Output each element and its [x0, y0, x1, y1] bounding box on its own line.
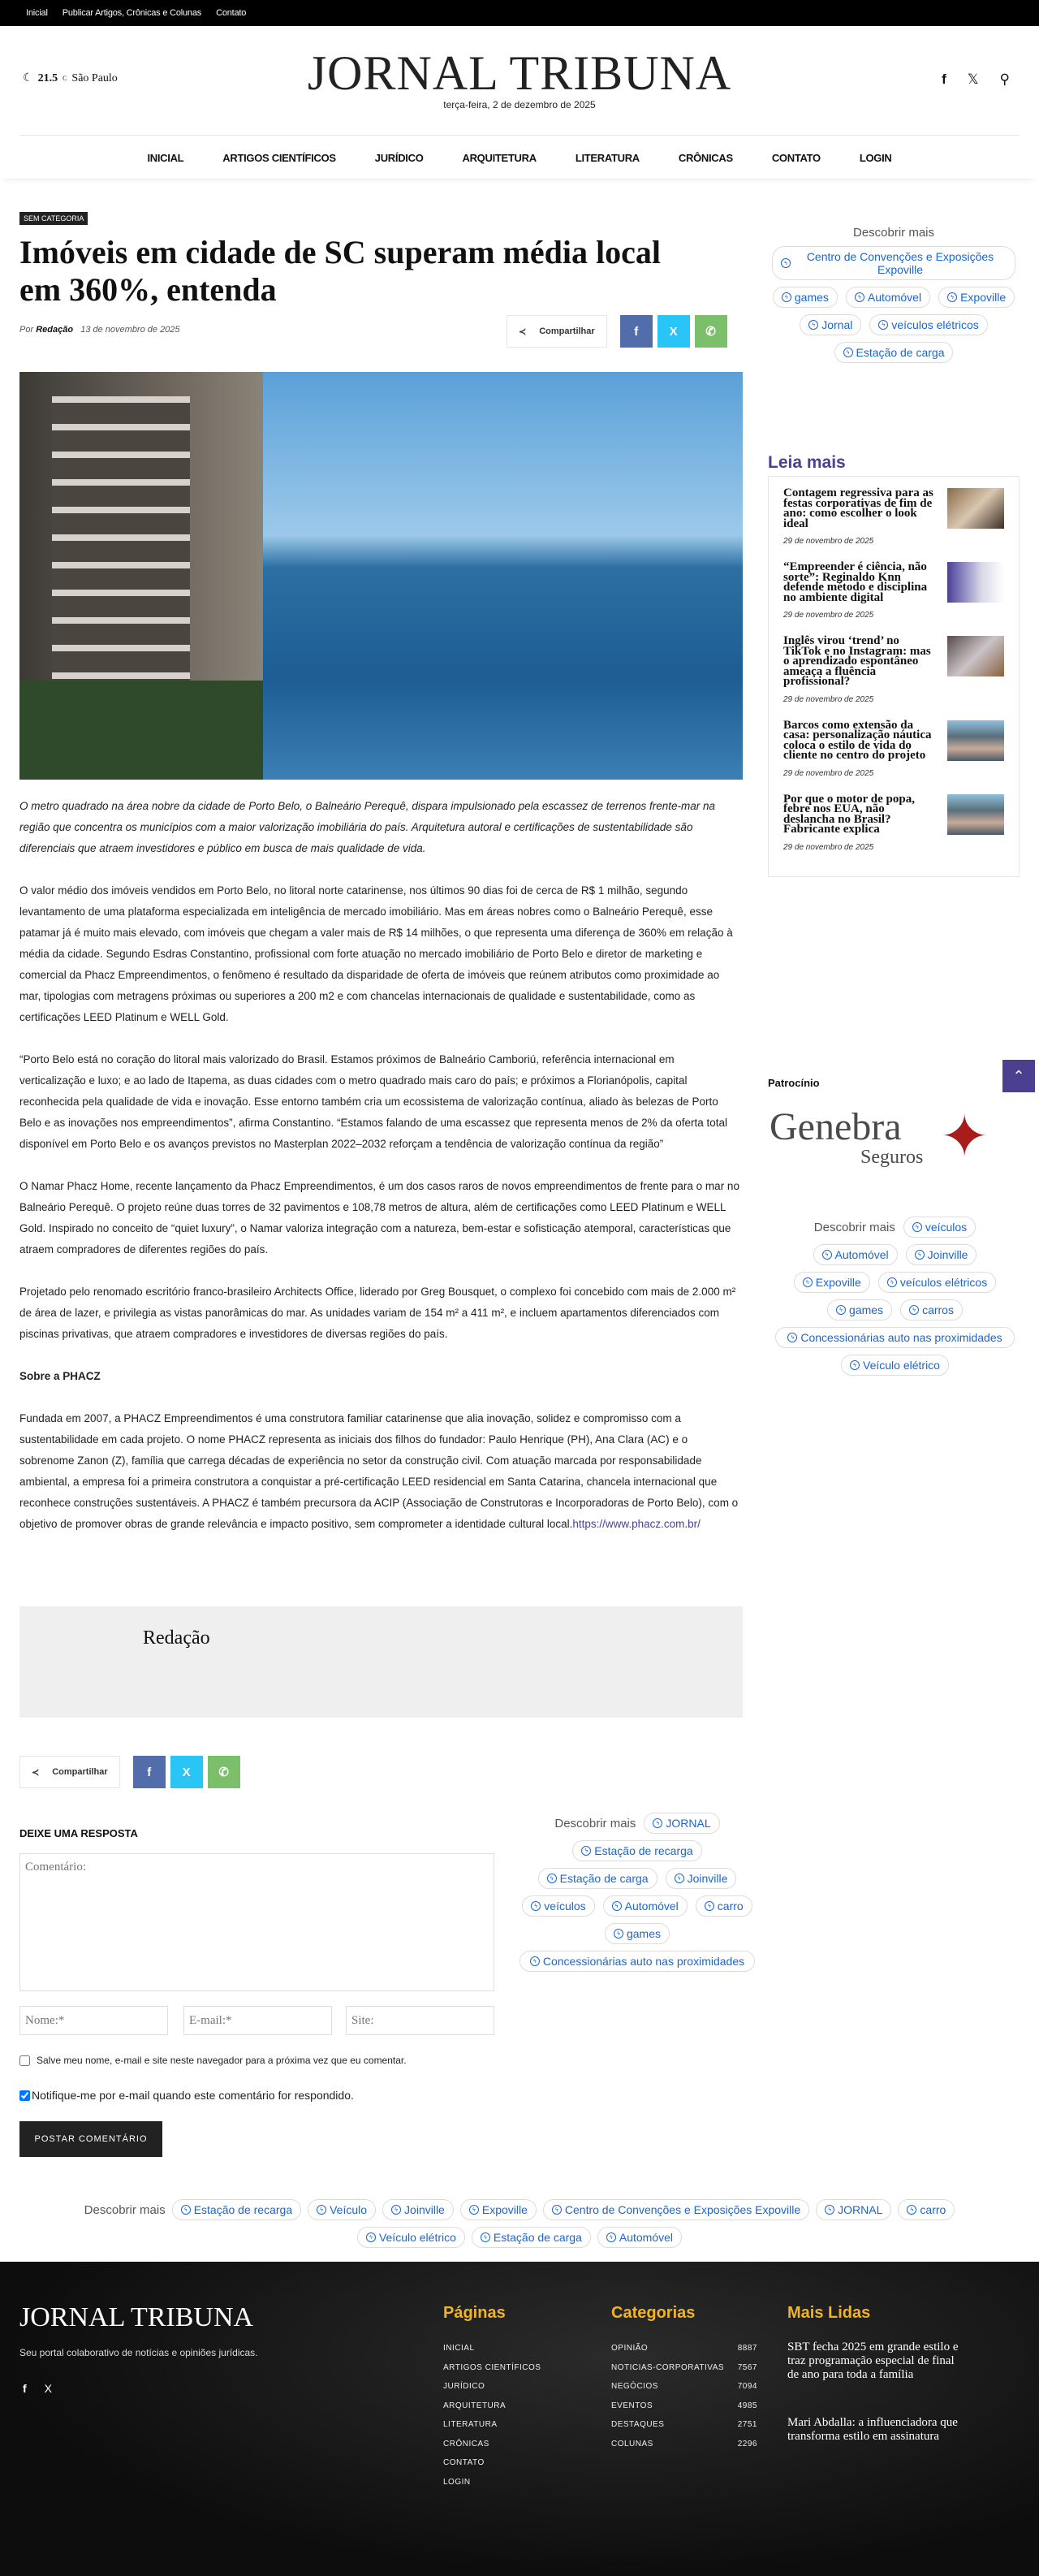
discover-chip[interactable]: [543, 2199, 809, 2220]
footer-page-link[interactable]: INICIAL: [443, 2344, 475, 2353]
item-thumbnail[interactable]: [947, 720, 1004, 761]
nav-literatura[interactable]: LITERATURA: [575, 151, 640, 164]
discover-chip[interactable]: [696, 1895, 752, 1917]
discover-chip[interactable]: [538, 1868, 657, 1889]
list-item[interactable]: [783, 794, 1004, 852]
discover-chip[interactable]: [900, 1299, 963, 1320]
share-icon: ≺: [32, 1767, 40, 1778]
name-input[interactable]: [19, 2006, 168, 2035]
x-icon[interactable]: 𝕏: [967, 71, 979, 87]
chip-label: Joinville: [927, 1248, 968, 1261]
x-icon: X: [669, 324, 678, 339]
most-read-heading: Mais Lidas: [787, 2304, 871, 2322]
item-title[interactable]: “Empreender é ciência, não sorte”: Reginaldo Knn defende método e disciplina no ambiente digital: [783, 560, 928, 604]
footer-page-link[interactable]: ARTIGOS CIENTÍFICOS: [443, 2362, 541, 2372]
footer-page-link[interactable]: CRÔNICAS: [443, 2439, 489, 2448]
category-text: COLUNAS: [611, 2439, 653, 2448]
article-paragraph: Fundada em 2007, a PHACZ Empreendimentos é uma construtora familiar catarinense que alia inovação, solidez e compromisso com a sustentabilidade em cada projeto. O nome PHACZ representa as iniciais dos filhos do fundador: Paulo Henrique (PH), Ana Clara (AC) e o sobrenome Zanon (Z), família que carrega décadas de experiência no setor da construção civil. Com atuação marcada por responsabilidade ambiental, a empresa foi a primeira construtora a conquistar a pré-certificação LEED residencial em Santa Catarina, chancela internacional que reconhece construções sustentáveis. A PHACZ é também precursora da ACIP (Associação de Construtoras e Incorporadoras de Porto Belo), com o objetivo de promover obras de grande relevância e impacto positivo, sem comprometer a identidade cultural local.: [19, 1412, 739, 1530]
bolt-icon: ϟ: [878, 320, 888, 330]
nav-login[interactable]: LOGIN: [859, 151, 892, 164]
bolt-icon: ϟ: [808, 320, 818, 330]
bolt-icon: ϟ: [469, 2205, 479, 2215]
share-icon: ≺: [519, 326, 527, 337]
by-label: Por: [19, 325, 34, 335]
chip-label: Estação de recarga: [594, 1844, 693, 1857]
chip-label: veículos: [544, 1900, 586, 1913]
chip-label: Estação de carga: [856, 346, 945, 359]
article-lead: O metro quadrado na área nobre da cidade de Porto Belo, o Balneário Perequê, dispara impulsionado pela escassez de terrenos frente-mar na região que concentra os municípios com a maior valorização imobiliária do país. Arquitetura autoral e certificações de sustentabilidade são diferenciais que atraem investidores e público em busca de mais qualidade de vida.: [19, 800, 716, 854]
discover-chip[interactable]: [172, 2199, 301, 2220]
article-paragraph: “Porto Belo está no coração do litoral mais valorizado do Brasil. Estamos próximos de Balneário Camboriú, referência internacional em verticalização e luxo; e ao lado de Itapema, as duas cidades com o metro quadrado mais caro do país; e próximos a Florianópolis, capital reconhecida pela qualidade de vida e inovação. Esse entorno também cria um ecossistema de valorização contínua, aliado às belezas de Porto Belo e as inovações nos empreendimentos”, afirma Constantino. “Estamos falando de uma escassez que representa menos de 2% da oferta total disponível em Porto Belo e os avanços previstos no Masterplan 2022–2032 reforçam a tendência de valorização contínua da região”: [19, 1053, 727, 1150]
save-info-option[interactable]: [19, 2055, 407, 2066]
item-thumbnail[interactable]: [947, 488, 1004, 529]
category-text: DESTAQUES: [611, 2420, 665, 2429]
nav-artigos[interactable]: ARTIGOS CIENTÍFICOS: [222, 151, 336, 164]
bolt-icon: ϟ: [531, 1901, 541, 1911]
facebook-icon[interactable]: f: [23, 2382, 27, 2395]
discover-chip[interactable]: [938, 287, 1015, 308]
bolt-icon: ϟ: [391, 2205, 401, 2215]
discover-chips-bottom: [49, 2199, 990, 2248]
bolt-icon: ϟ: [782, 292, 791, 302]
whatsapp-share-button[interactable]: [208, 1756, 240, 1788]
pages-heading: Páginas: [443, 2304, 506, 2322]
footer-page-link[interactable]: JURÍDICO: [443, 2382, 485, 2391]
discover-chip[interactable]: [522, 1895, 594, 1917]
bolt-icon: ϟ: [705, 1901, 714, 1911]
discover-label: Descobrir mais: [84, 2202, 166, 2217]
chip-label: veículos: [925, 1221, 968, 1234]
site-logo[interactable]: JORNAL TRIBUNA: [307, 46, 732, 100]
chip-label: Concessionárias auto nas proximidades: [542, 1955, 745, 1968]
phacz-link[interactable]: https://www.phacz.com.br/: [572, 1518, 701, 1530]
nav-inicial[interactable]: INICIAL: [147, 151, 184, 164]
topbar-link-inicial[interactable]: Inicial: [26, 8, 48, 18]
share-label: Compartilhar: [539, 326, 595, 336]
comment-textarea[interactable]: [19, 1853, 494, 1991]
facebook-icon: f: [147, 1765, 152, 1779]
item-title[interactable]: Barcos como extensão da casa: personalização náutica coloca o estilo de vida do cliente no centro do projeto: [783, 718, 932, 762]
chip-label: Expoville: [815, 1276, 861, 1289]
item-title[interactable]: Por que o motor de popa, febre nos EUA, não deslancha no Brasil? Fabricante explica: [783, 792, 915, 836]
discover-chip[interactable]: [666, 1868, 737, 1889]
discover-chip[interactable]: [572, 1840, 701, 1861]
bolt-icon: ϟ: [481, 2232, 490, 2242]
footer-category[interactable]: [611, 2397, 757, 2416]
sponsor-name: Genebra: [770, 1105, 902, 1148]
discover-label: Descobrir mais: [554, 1816, 636, 1830]
category-text: 4985: [737, 2401, 757, 2410]
footer-logo[interactable]: JORNAL TRIBUNA: [19, 2302, 254, 2332]
article-title: Imóveis em cidade de SC superam média local em 360%, entenda: [19, 234, 661, 308]
bolt-icon: ϟ: [907, 2205, 916, 2215]
discover-chip[interactable]: [644, 1813, 719, 1834]
bolt-icon: ϟ: [366, 2232, 376, 2242]
hero-image: [19, 372, 743, 780]
article-body: [19, 796, 743, 1556]
item-thumbnail[interactable]: [947, 794, 1004, 835]
bolt-icon: ϟ: [612, 1901, 622, 1911]
chip-label: Joinville: [404, 2203, 445, 2216]
scroll-to-top-button[interactable]: [1002, 1060, 1035, 1092]
bolt-icon: ϟ: [317, 2205, 326, 2215]
chip-label: Joinville: [687, 1872, 728, 1885]
category-text: EVENTOS: [611, 2401, 653, 2410]
nav-juridico[interactable]: JURÍDICO: [374, 151, 424, 164]
footer-tagline: Seu portal colaborativo de notícias e opiniões jurídicas.: [19, 2347, 258, 2358]
list-item[interactable]: [783, 488, 1004, 546]
category-text: 7567: [737, 2362, 757, 2372]
bolt-icon: ϟ: [912, 1222, 922, 1232]
discover-chip[interactable]: [800, 314, 861, 335]
discover-chip[interactable]: [605, 1923, 670, 1944]
share-button[interactable]: [19, 1756, 120, 1788]
bolt-icon: ϟ: [843, 348, 853, 357]
chip-label: Automóvel: [619, 2231, 674, 2244]
category-text: OPINIÃO: [611, 2344, 649, 2353]
notify-checkbox[interactable]: [19, 2090, 30, 2101]
discover-chip[interactable]: [813, 1244, 898, 1265]
chip-label: Expoville: [960, 291, 1007, 304]
bolt-icon: ϟ: [787, 1333, 797, 1342]
share-button[interactable]: [507, 315, 607, 348]
site-input[interactable]: [346, 2006, 494, 2035]
comment-heading: DEIXE UMA RESPOSTA: [19, 1827, 138, 1839]
temperature: 21.5: [37, 71, 58, 84]
list-item[interactable]: [783, 562, 1004, 620]
bolt-icon: ϟ: [781, 258, 791, 268]
category-tag[interactable]: SEM CATEGORIA: [19, 212, 88, 225]
bolt-icon: ϟ: [855, 292, 864, 302]
discover-chip[interactable]: [775, 1327, 1015, 1348]
list-item[interactable]: [783, 636, 1004, 704]
chip-label: Estação de carga: [559, 1872, 649, 1885]
bolt-icon: ϟ: [850, 1360, 860, 1370]
share-label: Compartilhar: [52, 1767, 108, 1777]
chip-label: carros: [922, 1303, 954, 1316]
bolt-icon: ϟ: [606, 2232, 616, 2242]
discover-chip[interactable]: [878, 1272, 996, 1293]
share-bar-bottom: [19, 1756, 240, 1788]
city: São Paulo: [71, 71, 118, 84]
bolt-icon: ϟ: [530, 1956, 540, 1966]
chip-label: veículos elétricos: [899, 1276, 988, 1289]
current-date: terça-feira, 2 de dezembro de 2025: [443, 99, 596, 110]
chip-label: Centro de Convenções e Exposições Expoville: [806, 250, 994, 276]
leia-mais-list: [768, 476, 1020, 877]
bolt-icon: ϟ: [836, 1305, 846, 1315]
discover-label: Descobrir mais: [852, 226, 935, 240]
article-paragraph: O valor médio dos imóveis vendidos em Porto Belo, no litoral norte catarinense, nos últimos 90 dias foi de cerca de R$ 1 milhão, segundo levantamento de uma plataforma especializada em inteligência de mercado imobiliário. Mas em áreas nobres como o Balneário Perequê, esse patamar já é muito mais elevado, com imóveis que chegam a valer mais de R$ 14 milhões, o que representa uma diferença de 360% em relação à média da cidade. Segundo Esdras Constantino, profissional com forte atuação no mercado imobiliário de Porto Belo e diretor de marketing e comercial da Phacz Empreendimentos, o fenômeno é resultado da disparidade de oferta de imóveis que reúnem atributos como proximidade ao mar, tipologias com metragens próximas ou superiores a 200 m2 e com chancelas internacionais de qualidade e sustentabilidade, como as certificações LEED Platinum e WELL Gold.: [19, 884, 733, 1023]
discover-chip[interactable]: [520, 1951, 755, 1972]
notify-option[interactable]: [19, 2089, 354, 2102]
topbar-link-publicar[interactable]: Publicar Artigos, Crônicas e Colunas: [62, 8, 202, 18]
footer-page-link[interactable]: CONTATO: [443, 2458, 485, 2467]
chip-label: Jornal: [821, 318, 853, 331]
x-share-button[interactable]: [170, 1756, 203, 1788]
discover-chip[interactable]: [834, 342, 954, 363]
footer-category[interactable]: [611, 2415, 757, 2435]
discover-chip[interactable]: [827, 1299, 892, 1320]
chip-label: Concessionárias auto nas proximidades: [800, 1331, 1002, 1344]
list-item[interactable]: [783, 720, 1004, 778]
category-text: NOTICIAS-CORPORATIVAS: [611, 2362, 725, 2372]
discover-chip[interactable]: [460, 2199, 537, 2220]
discover-chip[interactable]: [898, 2199, 955, 2220]
discover-chips-sidebar-top: [768, 226, 1020, 363]
temp-unit: C: [63, 75, 67, 82]
discover-chip[interactable]: [794, 1272, 870, 1293]
email-input[interactable]: [183, 2006, 332, 2035]
byline: [19, 325, 180, 335]
item-title[interactable]: Contagem regressiva para as festas corporativas de fim de ano: como escolher o look ideal: [783, 486, 933, 530]
category-text: NEGÓCIOS: [611, 2382, 658, 2391]
chip-label: Centro de Convenções e Exposições Expoville: [564, 2203, 801, 2216]
chevron-up-icon: ⌃: [1012, 1067, 1025, 1084]
footer-category[interactable]: [611, 2358, 757, 2378]
discover-chip[interactable]: [906, 1244, 977, 1265]
share-bar-top: [507, 315, 727, 348]
bolt-icon: ϟ: [581, 1846, 591, 1856]
chip-label: Veículo elétrico: [378, 2231, 456, 2244]
sponsor-logo[interactable]: [770, 1104, 1013, 1178]
whatsapp-share-button[interactable]: [695, 315, 727, 348]
leia-mais-heading: Leia mais: [768, 453, 846, 472]
facebook-icon: f: [634, 324, 639, 339]
discover-chip[interactable]: [816, 2199, 891, 2220]
save-info-label: Salve meu nome, e-mail e site neste navegador para a próxima vez que eu comentar.: [37, 2055, 407, 2066]
chip-label: Expoville: [481, 2203, 528, 2216]
discover-chips-sidebar-bottom: [771, 1217, 1019, 1376]
category-text: 2296: [737, 2439, 757, 2448]
facebook-icon[interactable]: f: [942, 71, 946, 87]
sponsor-star-icon: ✦: [940, 1104, 989, 1169]
chip-label: carro: [717, 1900, 744, 1913]
discover-chip[interactable]: [382, 2199, 454, 2220]
article-date: 13 de novembro de 2025: [80, 325, 180, 335]
sponsor-sub: Seguros: [860, 1147, 924, 1168]
footer-page-link[interactable]: ARQUITETURA: [443, 2401, 507, 2410]
chip-label: JORNAL: [838, 2203, 883, 2216]
chip-label: Veículo: [330, 2203, 368, 2216]
whatsapp-icon: ✆: [705, 325, 716, 339]
category-text: 2751: [737, 2420, 757, 2429]
item-date: 29 de novembro de 2025: [783, 768, 874, 778]
discover-chip[interactable]: [308, 2199, 376, 2220]
chip-label: Automóvel: [834, 1248, 889, 1261]
save-info-checkbox[interactable]: [19, 2055, 30, 2066]
discover-chip[interactable]: [773, 287, 838, 308]
author-box: [19, 1606, 743, 1718]
item-date: 29 de novembro de 2025: [783, 537, 874, 546]
footer: [0, 2262, 1039, 2576]
bolt-icon: ϟ: [909, 1305, 919, 1315]
bolt-icon: ϟ: [803, 1277, 813, 1287]
chip-label: Automóvel: [867, 291, 922, 304]
bolt-icon: ϟ: [915, 1250, 925, 1260]
footer-page-link[interactable]: LOGIN: [443, 2477, 471, 2487]
notify-label: Notifique-me por e-mail quando este comentário for respondido.: [32, 2089, 354, 2102]
discover-chip[interactable]: [597, 2227, 682, 2248]
chip-label: Automóvel: [624, 1900, 679, 1913]
bolt-icon: ϟ: [547, 1874, 557, 1883]
discover-chips-comments: [515, 1813, 759, 1972]
chip-label: games: [849, 1303, 884, 1316]
nav-contato[interactable]: CONTATO: [771, 151, 821, 164]
chip-label: veículos elétricos: [891, 318, 979, 331]
discover-chip[interactable]: [903, 1217, 976, 1238]
x-icon[interactable]: X: [44, 2382, 53, 2395]
chip-label: Estação de recarga: [193, 2203, 293, 2216]
item-date: 29 de novembro de 2025: [783, 694, 874, 704]
discover-chip[interactable]: [841, 1355, 949, 1376]
main-nav: [0, 136, 1039, 179]
item-date: 29 de novembro de 2025: [783, 842, 874, 852]
item-date: 29 de novembro de 2025: [783, 611, 874, 620]
category-text: 7094: [737, 2382, 757, 2391]
most-read-item[interactable]: Mari Abdalla: a influenciadora que transforma estilo em assinatura: [787, 2416, 958, 2443]
bolt-icon: ϟ: [653, 1818, 662, 1828]
bolt-icon: ϟ: [887, 1277, 897, 1287]
discover-chip[interactable]: [472, 2227, 591, 2248]
item-thumbnail[interactable]: [947, 636, 1004, 676]
footer-category[interactable]: [611, 2339, 757, 2358]
article-subhead: Sobre a PHACZ: [19, 1370, 101, 1382]
most-read-item[interactable]: SBT fecha 2025 em grande estilo e traz programação especial de final de ano para toda a família: [787, 2340, 959, 2381]
discover-label: Descobrir mais: [813, 1220, 895, 1234]
chip-label: JORNAL: [666, 1817, 711, 1830]
x-icon: X: [182, 1765, 191, 1779]
article-paragraph: O Namar Phacz Home, recente lançamento da Phacz Empreendimentos, é um dos casos raros de novos empreendimentos de frente para o mar no Balneário Perequê. O projeto reúne duas torres de 32 pavimentos e 108,78 metros de altura, além de certificações como LEED Platinum e WELL Gold. Inspirado no conceito de “quiet luxury”, o Namar valoriza integração com a natureza, bem-estar e sofisticação atemporal, características que atraem compradores de diferentes regiões do país.: [19, 1180, 739, 1256]
search-icon[interactable]: ⚲: [999, 71, 1010, 87]
nav-cronicas[interactable]: CRÔNICAS: [678, 151, 733, 164]
footer-page-link[interactable]: LITERATURA: [443, 2420, 498, 2429]
bolt-icon: ϟ: [614, 1929, 623, 1938]
whatsapp-icon: ✆: [218, 1766, 229, 1779]
chip-label: games: [626, 1927, 662, 1940]
chip-label: Veículo elétrico: [863, 1359, 940, 1372]
item-thumbnail[interactable]: [947, 562, 1004, 603]
topbar-link-contato[interactable]: Contato: [216, 8, 247, 18]
discover-chip[interactable]: [603, 1895, 688, 1917]
bolt-icon: ϟ: [552, 2205, 562, 2215]
categories-heading: Categorias: [611, 2304, 696, 2322]
bolt-icon: ϟ: [947, 292, 957, 302]
bolt-icon: ϟ: [825, 2205, 834, 2215]
category-text: 8887: [737, 2344, 757, 2353]
moon-icon: ☾: [23, 72, 33, 84]
article-paragraph: Projetado pelo renomado escritório franco-brasileiro Architects Office, liderado por Greg Bousquet, o complexo foi concebido com mais de 2.000 m² de área de lazer, e privilegia as vistas panorâmicas do mar. As unidades variam de 154 m² a 411 m², e incluem apartamentos diferenciados com piscinas privativas, que atraem compradores e investidores de diversas regiões do país.: [19, 1286, 736, 1340]
chip-label: Estação de carga: [493, 2231, 582, 2244]
post-comment-button[interactable]: POSTAR COMENTÁRIO: [19, 2121, 162, 2157]
header-divider: [19, 135, 1020, 136]
chip-label: games: [794, 291, 829, 304]
discover-chip[interactable]: [846, 287, 930, 308]
chip-label: carro: [920, 2203, 946, 2216]
bolt-icon: ϟ: [822, 1250, 832, 1260]
discover-chip[interactable]: [772, 246, 1015, 280]
footer-category[interactable]: [611, 2377, 757, 2397]
footer-category[interactable]: [611, 2435, 757, 2454]
author-link[interactable]: Redação: [36, 325, 74, 335]
discover-chip[interactable]: [869, 314, 987, 335]
nav-arquitetura[interactable]: ARQUITETURA: [462, 151, 537, 164]
item-title[interactable]: Inglês virou ‘trend’ no TikTok e no Instagram: mas o aprendizado espontâneo ameaça a fluência profissional?: [783, 634, 931, 688]
discover-chip[interactable]: [357, 2227, 465, 2248]
facebook-share-button[interactable]: [620, 315, 653, 348]
x-share-button[interactable]: [657, 315, 690, 348]
bolt-icon: ϟ: [675, 1874, 684, 1883]
bolt-icon: ϟ: [181, 2205, 191, 2215]
author-box-name[interactable]: Redação: [143, 1627, 210, 1649]
facebook-share-button[interactable]: [133, 1756, 166, 1788]
sponsor-label: Patrocínio: [768, 1077, 820, 1089]
top-bar: [0, 0, 1039, 26]
